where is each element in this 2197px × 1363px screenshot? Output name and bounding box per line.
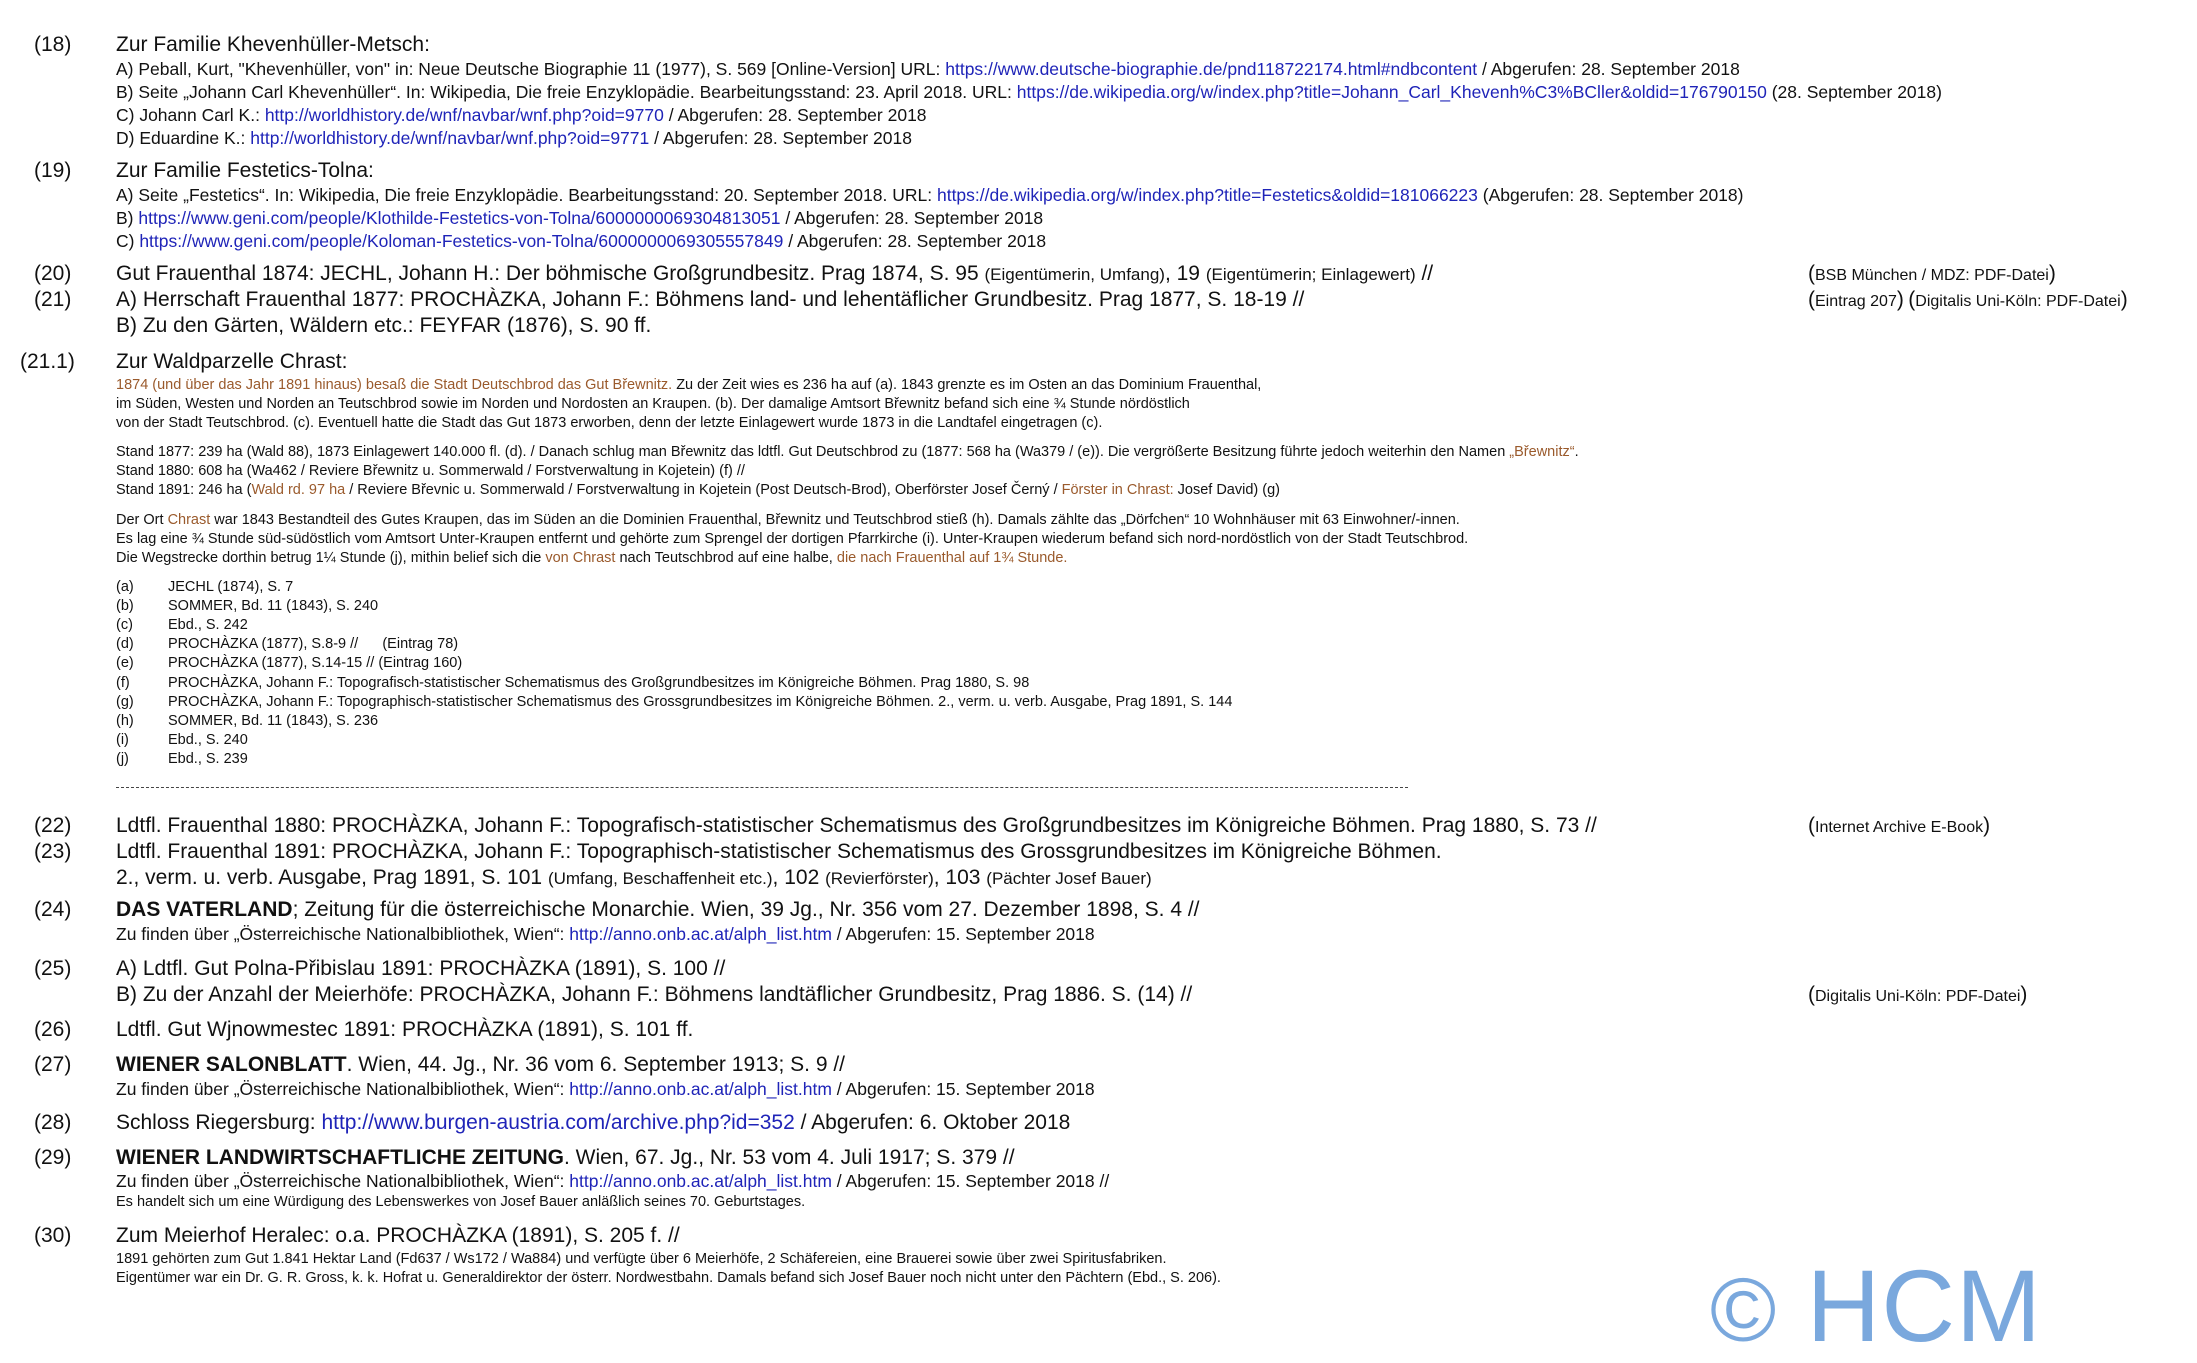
footnote-text: B) Zu der Anzahl der Meierhöfe: PROCHÀZKA, Johann F.: Böhmens landtäflicher Grundbesitz, Prag 1886. S. (14) // <box>116 983 1193 1006</box>
text: (Abgerufen: 28. September 2018) <box>1477 185 1744 205</box>
footnote-text: Ldtfl. Frauenthal 1880: PROCHÀZKA, Johann F.: Topografisch-statistischer Schematismus des Großgrundbesitzes im Königreiche Böhmen. Prag 1880, S. 73 // <box>116 814 1597 837</box>
source-link[interactable]: http://anno.onb.ac.at/alph_list.htm <box>569 924 832 944</box>
source-line <box>116 58 1740 81</box>
ref-value: Ebd., S. 242 <box>168 617 248 633</box>
paragraph-line: von der Stadt Teutschbrod. (c). Eventuell hatte die Stadt das Gut 1873 erworben, denn der letzte Einlagewert wurde 1873 in die Landtafel eingetragen (c). <box>116 415 1103 431</box>
text: / Abgerufen: 28. September 2018 <box>649 128 912 148</box>
text: Zu der Zeit wies es 236 ha auf (a). 1843 grenzte es im Osten an das Dominium Frauenthal, <box>672 377 1262 393</box>
ref-value: PROCHÀZKA, Johann F.: Topographisch-statistischer Schematismus des Grossgrundbesitzes im Königreiche Böhmen. 2., verm. u. verb. Ausgabe, Prag 1891, S. 144 <box>168 694 1233 710</box>
text: B) <box>116 208 139 228</box>
paren-note: Revierförster <box>830 869 929 888</box>
text: war 1843 Bestandteil des Gutes Kraupen, das im Süden an die Dominien Frauenthal, Břewnitz und Teutschbrod stieß (h). Damals zählte das „Dörfchen“ 10 Wohnhäuser mit 63 Einwohner/-innen. <box>210 512 1460 528</box>
text: Josef David) (g) <box>1173 482 1280 498</box>
source-note-text: Digitalis Uni-Köln: PDF-Datei <box>1915 293 2121 310</box>
text: nach Teutschbrod auf eine halbe, <box>615 550 837 566</box>
footnote-number: (25) <box>34 957 72 980</box>
text: Zu finden über „Österreichische Nationalbibliothek, Wien“: <box>116 924 570 944</box>
ref-key: (b) <box>116 598 134 614</box>
footnote-number: (22) <box>34 814 72 837</box>
text: , 103 <box>933 866 987 889</box>
footnote-title: Zur Waldparzelle Chrast: <box>116 350 348 373</box>
text: A) Seite „Festetics“. In: Wikipedia, Die freie Enzyklopädie. Bearbeitungsstand: 20. September 2018. URL: <box>116 185 937 205</box>
text: Stand 1891: 246 ha ( <box>116 482 252 498</box>
text: 2., verm. u. verb. Ausgabe, Prag 1891, S. 101 <box>116 866 548 889</box>
periodical-title: WIENER SALONBLATT <box>116 1053 347 1076</box>
footnote-number: (18) <box>34 33 72 56</box>
text: Zu finden über „Österreichische Nationalbibliothek, Wien“: <box>116 1079 570 1099</box>
ref-value: PROCHÀZKA (1877), S.8-9 // (Eintrag 78) <box>168 636 459 652</box>
footnote-text: B) Zu den Gärten, Wäldern etc.: FEYFAR (1876), S. 90 ff. <box>116 314 652 337</box>
source-line <box>116 184 1743 207</box>
paragraph-line: Stand 1880: 608 ha (Wa462 / Reviere Břewnitz u. Sommerwald / Forstverwaltung in Kojetein) (f) // <box>116 463 745 479</box>
periodical-title: DAS VATERLAND <box>116 898 293 921</box>
text: B) Seite „Johann Carl Khevenhüller“. In: Wikipedia, Die freie Enzyklopädie. Bearbeitungsstand: 23. April 2018. URL: <box>116 82 1017 102</box>
source-line <box>116 923 1095 946</box>
note-line: 1891 gehörten zum Gut 1.841 Hektar Land (Fd637 / Ws172 / Wa884) und verfügte über 6 Meierhöfe, 2 Schäfereien, eine Brauerei sowie über zwei Spiritusfabriken. <box>116 1251 1167 1267</box>
text: Die Wegstrecke dorthin betrug 1¼ Stunde (j), mithin belief sich die <box>116 550 546 566</box>
footnote-text: 2., verm. u. verb. Ausgabe, Prag 1891, S. 101 (Umfang, Beschaffenheit etc.), 102 (Revierförster), 103 (Pächter Josef Bauer) <box>116 866 1152 889</box>
note-line: Eigentümer war ein Dr. G. R. Gross, k. k. Hofrat u. Generaldirektor der österr. Nordwestbahn. Damals befand sich Josef Bauer noch nicht unter den Pächtern (Ebd., S. 206). <box>116 1270 1221 1286</box>
footnote-text <box>116 897 1200 923</box>
text: / Abgerufen: 28. September 2018 <box>780 208 1044 228</box>
footnote-text: Zum Meierhof Heralec: o.a. PROCHÀZKA (1891), S. 205 f. // <box>116 1224 680 1247</box>
ref-key: (j) <box>116 751 129 767</box>
paren-note: Eigentümerin; Einlagewert <box>1211 265 1410 284</box>
source-link[interactable]: https://de.wikipedia.org/w/index.php?title=Festetics&oldid=181066223 <box>936 185 1478 205</box>
source-link[interactable]: http://worldhistory.de/wnf/navbar/wnf.php?oid=9770 <box>264 105 664 125</box>
text: (28. September 2018) <box>1766 82 1942 102</box>
highlight-text: Wald rd. 97 ha <box>251 482 346 498</box>
ref-value: JECHL (1874), S. 7 <box>168 579 294 595</box>
highlight-text: „Břewnitz“ <box>1509 444 1575 460</box>
ref-key: (c) <box>116 617 133 633</box>
paragraph-line <box>116 481 1280 500</box>
source-note-text: Eintrag 207 <box>1815 293 1897 310</box>
text: Gut Frauenthal 1874: JECHL, Johann H.: Der böhmische Großgrundbesitz. Prag 1874, S. 95 <box>116 262 985 285</box>
footnote-number: (28) <box>34 1111 72 1134</box>
ref-value: SOMMER, Bd. 11 (1843), S. 240 <box>168 598 379 614</box>
ref-key: (f) <box>116 675 130 691</box>
footnote-number: (19) <box>34 159 72 182</box>
text: / Reviere Břevnic u. Sommerwald / Forstverwaltung in Kojetein (Post Deutsch-Brod), Oberförster Josef Černý / <box>345 482 1062 498</box>
text: C) Johann Carl K.: <box>116 105 265 125</box>
source-note: (Digitalis Uni-Köln: PDF-Datei) <box>1808 983 2028 1006</box>
note-line: Es handelt sich um eine Würdigung des Lebenswerkes von Josef Bauer anläßlich seines 70. Geburtstages. <box>116 1194 806 1210</box>
paragraph-line: Es lag eine ¾ Stunde süd-südöstlich vom Amtsort Unter-Kraupen entfernt und gehörte zum Sprengel der dortigen Pfarrkirche (i). Unter-Kraupen wiederum befand sich nord-nordöstlich von der Stadt Teutschbrod. <box>116 531 1469 547</box>
copyright-watermark <box>1710 1249 2042 1363</box>
footnote-title: Zur Familie Khevenhüller-Metsch: <box>116 33 430 56</box>
text: / Abgerufen: 15. September 2018 // <box>831 1171 1110 1191</box>
source-link[interactable]: http://www.burgen-austria.com/archive.php?id=352 <box>321 1111 795 1134</box>
source-note-text: Internet Archive E-Book <box>1815 819 1984 836</box>
text: / Abgerufen: 28. September 2018 <box>663 105 927 125</box>
highlight-text: Chrast <box>167 512 211 528</box>
paren-note: Pächter Josef Bauer <box>991 869 1146 888</box>
footnote-number: (26) <box>34 1018 72 1041</box>
text: / Abgerufen: 28. September 2018 <box>783 231 1047 251</box>
text: , 19 <box>1164 262 1206 285</box>
footnote-text <box>116 1052 845 1078</box>
source-line <box>116 81 1942 104</box>
source-line <box>116 127 912 150</box>
text: // <box>1415 262 1434 285</box>
ref-key: (e) <box>116 655 134 671</box>
text: , 102 <box>772 866 826 889</box>
text: / Abgerufen: 28. September 2018 <box>1477 59 1740 79</box>
footnote-number: (29) <box>34 1146 72 1169</box>
source-note-text: Digitalis Uni-Köln: PDF-Datei <box>1815 988 2021 1005</box>
source-line <box>116 104 927 127</box>
footnote-number: (20) <box>34 262 72 285</box>
source-line <box>116 1078 1095 1101</box>
footnote-text: Ldtfl. Gut Wjnowmestec 1891: PROCHÀZKA (1891), S. 101 ff. <box>116 1018 694 1041</box>
ref-key: (g) <box>116 694 134 710</box>
ref-key: (d) <box>116 636 134 652</box>
text: / Abgerufen: 15. September 2018 <box>831 924 1095 944</box>
ref-key: (a) <box>116 579 134 595</box>
highlight-text: 1874 (und über das Jahr 1891 hinaus) besaß die Stadt Deutschbrod das Gut Břewnitz. <box>116 377 673 393</box>
source-note-text: BSB München / MDZ: PDF-Datei <box>1815 267 2049 284</box>
text: / Abgerufen: 6. Oktober 2018 <box>794 1111 1071 1134</box>
ref-key: (i) <box>116 732 129 748</box>
dashed-separator <box>116 787 1408 788</box>
ref-key: (h) <box>116 713 134 729</box>
source-link[interactable]: https://www.geni.com/people/Koloman-Festetics-von-Tolna/6000000069305557849 <box>139 231 784 251</box>
periodical-title: WIENER LANDWIRTSCHAFTLICHE ZEITUNG <box>116 1146 564 1169</box>
text: / Abgerufen: 15. September 2018 <box>831 1079 1095 1099</box>
footnote-number: (23) <box>34 840 72 863</box>
source-line <box>116 1170 1109 1193</box>
source-note: (Eintrag 207) (Digitalis Uni-Köln: PDF-Datei) <box>1808 288 2128 311</box>
text: . <box>1574 444 1579 460</box>
source-link[interactable]: http://anno.onb.ac.at/alph_list.htm <box>569 1171 832 1191</box>
footnote-number: (27) <box>34 1053 72 1076</box>
text: Zu finden über „Österreichische Nationalbibliothek, Wien“: <box>116 1171 570 1191</box>
text: Stand 1877: 239 ha (Wald 88), 1873 Einlagewert 140.000 fl. (d). / Danach schlug man Břewnitz das ldtfl. Gut Deutschbrod zu (1877: 568 ha (Wa379 / (e)). Die vergrößerte Besitzung führte jedoch weiterhin den Namen <box>116 444 1510 460</box>
text: D) Eduardine K.: <box>116 128 251 148</box>
text: ; Zeitung für die österreichische Monarchie. Wien, 39 Jg., Nr. 356 vom 27. Dezember 1898, S. 4 // <box>292 898 1200 921</box>
copyright-symbol: © <box>1710 1261 1778 1361</box>
footnote-text: Ldtfl. Frauenthal 1891: PROCHÀZKA, Johann F.: Topographisch-statistischer Schematismus des Grossgrundbesitzes im Königreiche Böhmen. <box>116 840 1442 863</box>
footnote-number: (30) <box>34 1224 72 1247</box>
ref-value: Ebd., S. 240 <box>168 732 248 748</box>
footnote-number: (21.1) <box>20 350 75 373</box>
footnote-number: (24) <box>34 898 72 921</box>
footnote-text: Gut Frauenthal 1874: JECHL, Johann H.: Der böhmische Großgrundbesitz. Prag 1874, S. 95 (Eigentümerin, Umfang), 19 (Eigentümerin; Einlagewert) // <box>116 262 1434 285</box>
text: Der Ort <box>116 512 168 528</box>
highlight-text: die nach Frauenthal auf 1¾ Stunde. <box>836 550 1068 566</box>
highlight-text: von Chrast <box>545 550 616 566</box>
paragraph-line <box>116 549 1067 568</box>
source-note: (Internet Archive E-Book) <box>1808 814 1991 837</box>
paragraph-line <box>116 443 1579 462</box>
paren-note: Umfang, Beschaffenheit etc. <box>553 869 767 888</box>
footnote-text <box>116 1110 1070 1136</box>
source-line <box>116 230 1046 253</box>
ref-value: PROCHÀZKA, Johann F.: Topografisch-statistischer Schematismus des Großgrundbesitzes im Königreiche Böhmen. Prag 1880, S. 98 <box>168 675 1030 691</box>
footnote-text: A) Ldtfl. Gut Polna-Přibislau 1891: PROCHÀZKA (1891), S. 100 // <box>116 957 726 980</box>
ref-value: Ebd., S. 239 <box>168 751 248 767</box>
ref-value: SOMMER, Bd. 11 (1843), S. 236 <box>168 713 379 729</box>
ref-value: PROCHÀZKA (1877), S.14-15 // (Eintrag 160) <box>168 655 463 671</box>
paren-note: Eigentümerin, Umfang <box>990 265 1160 284</box>
footnote-text <box>116 1145 1015 1171</box>
source-link[interactable]: https://www.deutsche-biographie.de/pnd118722174.html#ndbcontent <box>945 59 1478 79</box>
footnote-number: (21) <box>34 288 72 311</box>
text: . Wien, 44. Jg., Nr. 36 vom 6. September 1913; S. 9 // <box>346 1053 846 1076</box>
watermark-text: HCM <box>1806 1249 2042 1363</box>
footnote-text: A) Herrschaft Frauenthal 1877: PROCHÀZKA, Johann F.: Böhmens land- und lehentäflicher Grundbesitz. Prag 1877, S. 18-19 // <box>116 288 1305 311</box>
highlight-text: Förster in Chrast: <box>1061 482 1174 498</box>
source-line <box>116 207 1043 230</box>
source-note: (BSB München / MDZ: PDF-Datei) <box>1808 262 2056 285</box>
text: Schloss Riegersburg: <box>116 1111 322 1134</box>
paragraph-line: im Süden, Westen und Norden an Teutschbrod sowie im Norden und Nordosten an Kraupen. (b). Der damalige Amtsort Břewnitz befand sich eine ¾ Stunde nördöstlich <box>116 396 1190 412</box>
paragraph-line <box>116 511 1460 530</box>
source-link[interactable]: https://www.geni.com/people/Klothilde-Festetics-von-Tolna/6000000069304813051 <box>138 208 781 228</box>
text: . Wien, 67. Jg., Nr. 53 vom 4. Juli 1917; S. 379 // <box>563 1146 1015 1169</box>
footnote-title: Zur Familie Festetics-Tolna: <box>116 159 374 182</box>
text: A) Peball, Kurt, "Khevenhüller, von" in: Neue Deutsche Biographie 11 (1977), S. 569 [Online-Version] URL: <box>116 59 946 79</box>
source-link[interactable]: http://anno.onb.ac.at/alph_list.htm <box>569 1079 832 1099</box>
paragraph-line <box>116 376 1261 395</box>
source-link[interactable]: http://worldhistory.de/wnf/navbar/wnf.php?oid=9771 <box>250 128 650 148</box>
text: C) <box>116 231 140 251</box>
source-link[interactable]: https://de.wikipedia.org/w/index.php?title=Johann_Carl_Khevenh%C3%BCller&oldid=176790150 <box>1016 82 1767 102</box>
